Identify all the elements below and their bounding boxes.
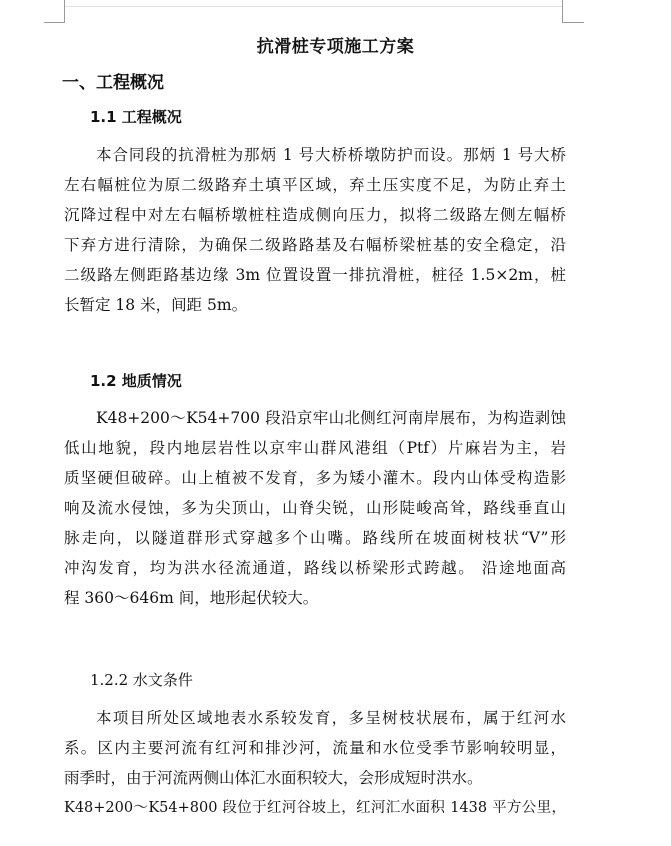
paragraph-line: 冲沟发育，均为洪水径流通道，路线以桥梁形式跨越。 沿途地面高 <box>64 559 566 577</box>
paragraph-line: 雨季时，由于河流两侧山体汇水面积较大，会形成短时洪水。 <box>64 769 483 787</box>
crop-mark-left-horizontal <box>44 22 65 23</box>
paragraph-line: 程 360～646m 间，地形起伏较大。 <box>64 589 319 607</box>
crop-mark-right-vertical <box>562 0 563 22</box>
subsection-heading-1-1: 1.1 工程概况 <box>90 108 182 126</box>
crop-mark-right-horizontal <box>562 22 584 23</box>
paragraph-line: K48+200～K54+700 段沿京牢山北侧红河南岸展布，为构造剥蚀 <box>96 409 566 427</box>
document-title: 抗滑桩专项施工方案 <box>256 37 415 57</box>
paragraph-geology <box>64 403 566 613</box>
page-top-edge <box>64 6 563 7</box>
paragraph-line: K48+200～K54+800 段位于红河谷坡上，红河汇水面积 1438 平方公里， <box>64 800 566 816</box>
paragraph-line: 沉降过程中对左右幅桥墩桩柱造成侧向压力，拟将二级路左侧左幅桥 <box>64 206 566 224</box>
crop-mark-left-vertical <box>64 0 65 22</box>
paragraph-project-overview <box>64 140 566 320</box>
paragraph-line: 本项目所处区域地表水系较发育，多呈树枝状展布，属于红河水 <box>96 709 566 727</box>
paragraph-line: 左右幅桩位为原二级路弃土填平区域，弃土压实度不足，为防止弃土 <box>64 176 566 194</box>
paragraph-line: 质坚硬但破碎。山上植被不发育，多为矮小灌木。段内山体受构造影 <box>64 469 566 487</box>
paragraph-line: 脉走向，以隧道群形式穿越多个山嘴。路线所在坡面树枝状“V”形 <box>64 529 566 547</box>
subsection-heading-1-2: 1.2 地质情况 <box>90 372 182 390</box>
paragraph-hydrology <box>64 703 566 823</box>
paragraph-line: 长暂定 18 米，间距 5m。 <box>64 296 248 314</box>
paragraph-line: 低山地貌，段内地层岩性以京牢山群风港组（Ptf）片麻岩为主，岩 <box>64 439 566 457</box>
paragraph-line: 本合同段的抗滑桩为那炳 1 号大桥桥墩防护而设。那炳 1 号大桥 <box>96 146 566 164</box>
paragraph-line: 下弃方进行清除，为确保二级路路基及右幅桥梁桩基的安全稳定，沿 <box>64 236 566 254</box>
paragraph-line: 系。区内主要河流有红河和排沙河，流量和水位受季节影响较明显， <box>64 739 566 757</box>
section-heading-overview: 一、工程概况 <box>62 73 164 93</box>
paragraph-line: 响及流水侵蚀，多为尖顶山，山脊尖锐，山形陡峻高耸，路线垂直山 <box>64 499 566 517</box>
paragraph-line: 二级路左侧距路基边缘 3m 位置设置一排抗滑桩，桩径 1.5×2m，桩 <box>64 266 566 284</box>
subsection-heading-1-2-2: 1.2.2 水文条件 <box>90 671 193 689</box>
